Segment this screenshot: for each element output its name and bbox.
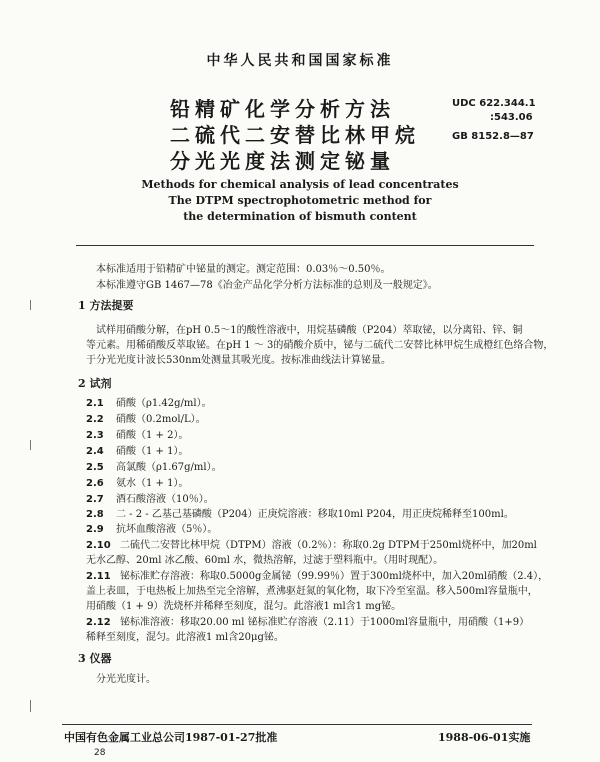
reagent-item [86,536,537,551]
item-text: 铋标准贮存溶液：称取0.5000g金属铋（99.99％）置于300ml烧杯中，加入20ml硝酸（2.4）， [120,571,549,582]
item-number: 2.1 [86,398,104,409]
reagent-item [86,567,548,582]
section-1-line: 试样用硝酸分解，在pH 0.5～1的酸性溶液中，用烷基磷酸（P204）萃取铋，以分离铅、锌、铜 [96,325,523,336]
reagent-item [86,505,514,520]
title-en-line-2: The DTPM spectrophotometric method for [168,194,432,207]
item-number: 2.7 [86,494,104,505]
section-1-heading: 1 方法提要 [78,299,134,312]
item-number: 2.9 [86,524,104,535]
item-text: 铋标准溶液：移取20.00 ml 铋标准贮存溶液（2.11）于1000ml容量瓶中，用硝酸（1+9） [120,617,530,628]
item-number: 2.12 [86,617,111,628]
reagent-item [86,490,214,505]
item-text: 二硫代二安替比林甲烷（DTPM）溶液（0.2％）：称取0.2g DTPM于250ml烧杯中，加20ml [120,540,537,551]
title-cn-line-1: 铅精矿化学分析方法 [170,97,395,121]
udc-code-2: :543.06 [490,112,533,123]
item-text: 硝酸（1 + 2）。 [116,430,189,441]
item-text: 高氯酸（ρ1.67g/ml）。 [116,462,222,473]
implementation-date: 1988-06-01实施 [438,731,531,744]
item-number: 2.3 [86,430,104,441]
header-divider [76,245,534,246]
reagent-item [86,458,222,473]
item-text: 硝酸（0.2mol/L）。 [116,414,206,425]
title-en-line-3: the determination of bismuth content [183,210,417,223]
item-text: 氨水（1 + 1）。 [116,478,189,489]
item-text: 抗坏血酸溶液（5％）。 [116,524,218,535]
reagent-item [86,520,217,535]
item-text: 酒石酸溶液（10％）。 [116,494,214,505]
standard-header: 中华人民共和国国家标准 [206,53,394,69]
scan-mark [30,440,31,450]
section-3-heading: 3 仪器 [78,652,112,665]
reagent-item [86,410,206,425]
approval-note: 中国有色金属工业总公司1987-01-27批准 [64,731,278,744]
section-1-line: 于分光光度计波长530nm处测量其吸光度。按标准曲线法计算铋量。 [86,355,392,366]
gb-number: GB 8152.8—87 [452,131,534,142]
item-number: 2.4 [86,446,104,457]
page-number: 28 [94,748,106,758]
item-text: 二 - 2 - 乙基己基磷酸（P204）正庚烷溶液：移取10ml P204，用正庚烷稀释至100ml。 [116,509,514,520]
reagent-item-continued: 稀释至刻度，混匀。此溶液1 ml含20μg铋。 [86,632,284,643]
item-text: 硝酸（1 + 1）。 [116,446,189,457]
footer-divider [62,724,532,725]
reagent-item [86,426,188,441]
title-cn-line-3: 分光光度法测定铋量 [170,149,395,173]
title-cn-line-2: 二硫代二安替比林甲烷 [170,123,420,147]
reagent-item-continued: 盖上表皿，于电热板上加热至完全溶解，煮沸驱赶氮的氧化物，取下冷至室温。移入500ml容量瓶中， [86,586,538,597]
item-number: 2.10 [86,540,111,551]
reagent-item [86,394,212,409]
reagent-item-continued: 无水乙醇、20ml 冰乙酸、60ml 水，微热溶解，过滤于塑料瓶中。（用时现配）。 [86,555,444,566]
item-number: 2.6 [86,478,104,489]
intro-scope: 本标准适用于铅精矿中铋量的测定。测定范围：0.03％～0.50％。 [96,264,391,275]
reagent-item-continued: 用硝酸（1 + 9）洗烧杯并稀释至刻度，混匀。此溶液1 ml含1 mg铋。 [86,601,402,612]
reagent-item [86,442,188,457]
section-2-heading: 2 试剂 [78,377,112,390]
item-number: 2.8 [86,509,104,520]
udc-code-1: UDC 622.344.1 [452,98,536,109]
title-en-line-1: Methods for chemical analysis of lead concentrates [141,178,459,191]
section-3-text: 分光光度计。 [96,674,156,685]
scan-mark [30,700,31,712]
item-number: 2.2 [86,414,104,425]
item-number: 2.11 [86,571,111,582]
scan-mark [30,300,31,310]
item-text: 硝酸（ρ1.42g/ml）。 [116,398,212,409]
section-1-line: 等元素。用稀硝酸反萃取铋。在pH 1 ～ 3的硝酸介质中，铋与二硫代二安替比林甲烷生成橙红色络合物， [86,340,554,351]
reagent-item [86,474,188,489]
item-number: 2.5 [86,462,104,473]
intro-compliance: 本标准遵守GB 1467—78《冶金产品化学分析方法标准的总则及一般规定》。 [96,280,438,291]
reagent-item [86,613,529,628]
